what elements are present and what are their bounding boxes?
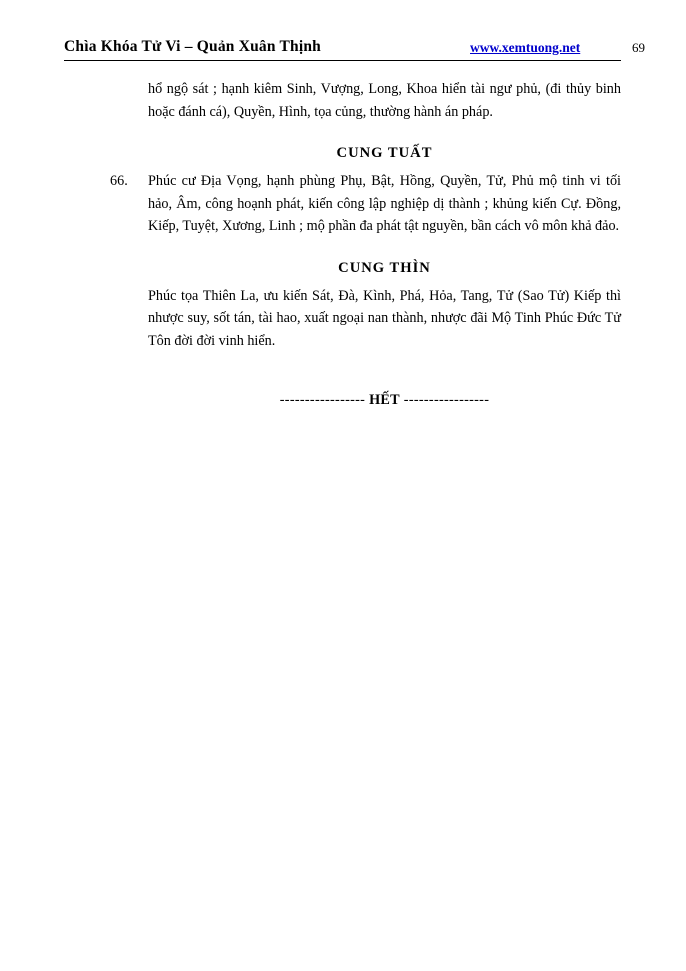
end-dash-right: ----------------- [403, 392, 490, 408]
book-title: Chìa Khóa Tử Vi – Quản Xuân Thịnh [64, 38, 321, 55]
end-dash-left: ----------------- [279, 392, 366, 408]
section-heading-tuat: CUNG TUẤT [336, 145, 433, 161]
numbered-entry-66 [110, 170, 621, 238]
page-content [110, 78, 621, 409]
section-paragraph-tuat: Phúc cư Địa Vọng, hạnh phùng Phụ, Bật, Hồng, Quyền, Tử, Phủ mộ tinh vi tối hảo, Âm, công hoạnh phát, kiến công lập nghiệp dị thành ; khủng kiến Cự. Đồng, Kiếp, Tuyệt, Xương, Linh ; mộ phần đa phát tật nguyền, bần cách vô môn khả đảo. [148, 173, 621, 234]
page-number: 69 [632, 40, 645, 55]
end-label: HẾT [369, 392, 400, 408]
website-link[interactable]: www.xemtuong.net [470, 40, 581, 55]
section-heading-thin: CUNG THÌN [338, 259, 431, 276]
entry-number: 66. [110, 173, 128, 189]
page-header [0, 38, 686, 62]
section-paragraph-thin: Phúc tọa Thiên La, ưu kiến Sát, Đà, Kình, Phá, Hỏa, Tang, Tử (Sao Tử) Kiếp thì nhược suy, sốt tán, tài hao, xuất ngoại nan thành, nhược đãi Mộ Tinh Phúc Đức Tử Tôn đời đời vinh hiển. [148, 287, 621, 349]
header-divider [64, 60, 621, 61]
intro-paragraph: hổ ngộ sát ; hạnh kiêm Sinh, Vượng, Long, Khoa hiển tài ngư phủ, (đi thủy binh hoặc đánh cá), Quyền, Hình, tọa củng, thường hành án pháp. [148, 81, 621, 120]
end-marker [148, 392, 621, 409]
